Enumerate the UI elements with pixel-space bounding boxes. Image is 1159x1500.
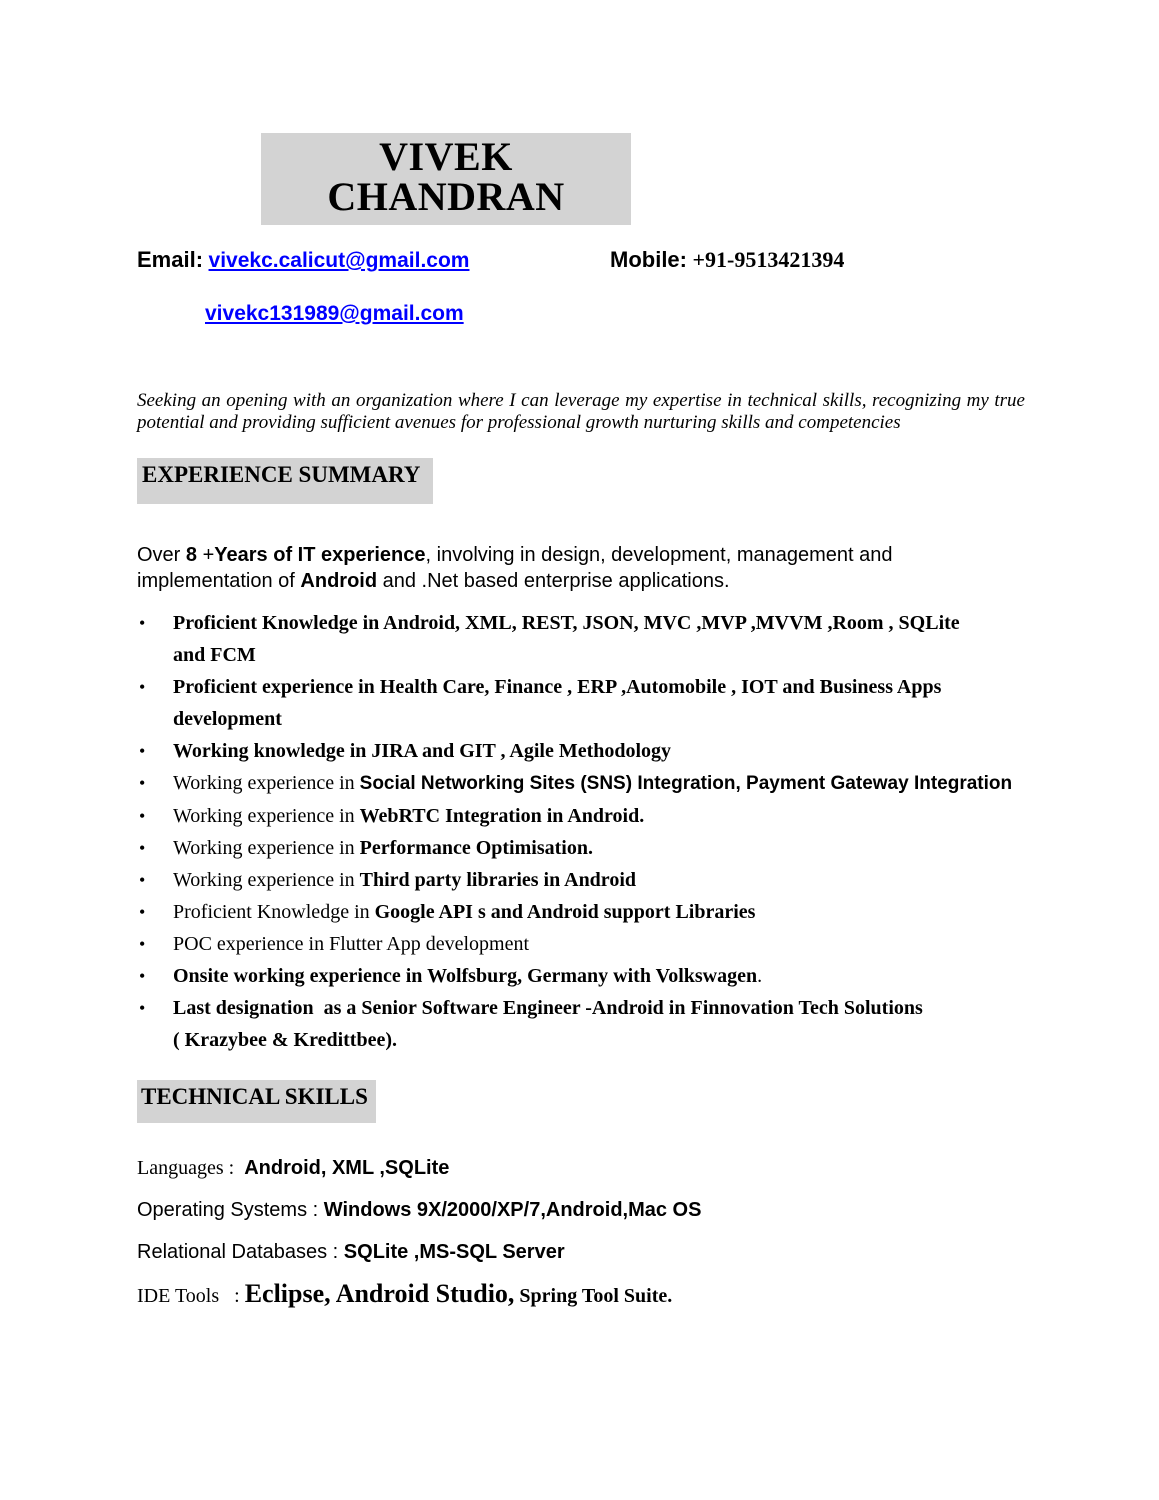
experience-bullet bbox=[137, 896, 1032, 928]
skill-row bbox=[137, 1281, 1159, 1309]
experience-bullets bbox=[137, 607, 1032, 1056]
experience-bullet bbox=[137, 864, 1032, 896]
text-segment: Android, XML ,SQLite bbox=[244, 1157, 450, 1180]
technical-skills-heading bbox=[137, 1080, 376, 1124]
mobile-group bbox=[610, 247, 844, 273]
skill-label: Languages : bbox=[137, 1157, 245, 1180]
text-segment: Proficient Knowledge in bbox=[173, 900, 375, 923]
experience-bullet bbox=[137, 992, 1032, 1056]
text-segment: SQLite ,MS-SQL Server bbox=[343, 1241, 565, 1264]
skill-label: IDE Tools : bbox=[137, 1285, 245, 1308]
text-segment: Years of IT experience bbox=[214, 543, 426, 566]
experience-bullet bbox=[137, 800, 1032, 832]
text-segment: and .Net based enterprise applications. bbox=[377, 569, 730, 592]
email-secondary-link[interactable]: vivekc131989@gmail.com bbox=[205, 302, 464, 325]
text-segment: Windows 9X/2000/XP/7,Android,Mac OS bbox=[323, 1199, 702, 1222]
contact-row-secondary bbox=[205, 302, 1159, 330]
text-segment: Over bbox=[137, 543, 186, 566]
experience-intro bbox=[137, 542, 1025, 594]
text-segment: Proficient Knowledge in Android, XML, REST, JSON, MVC ,MVP ,MVVM ,Room , SQLite bbox=[173, 611, 960, 634]
email-label: Email: bbox=[137, 247, 204, 272]
skill-row bbox=[137, 1155, 1159, 1181]
experience-bullet bbox=[137, 607, 1032, 671]
text-segment: WebRTC Integration in Android. bbox=[359, 804, 645, 827]
text-segment: Working experience in bbox=[173, 868, 360, 891]
text-segment: Proficient experience in Health Care, Finance , ERP ,Automobile , IOT and Business Apps bbox=[173, 675, 942, 698]
text-segment: POC experience in Flutter App development bbox=[173, 932, 530, 955]
text-segment: Third party libraries in Android bbox=[359, 868, 637, 891]
mobile-label: Mobile: bbox=[610, 247, 687, 272]
objective-text: Seeking an opening with an organization where I can leverage my expertise in technical skills, recognizing my true potential and providing sufficient avenues for professional growth nurturing skills and competencies bbox=[137, 390, 1025, 433]
text-segment: Onsite working experience in Wolfsburg, Germany with Volkswagen bbox=[173, 964, 758, 987]
skills-list bbox=[137, 1155, 1159, 1309]
text-segment: Working knowledge in JIRA and GIT , Agile Methodology bbox=[173, 739, 672, 762]
text-segment: Spring Tool Suite. bbox=[514, 1285, 673, 1308]
candidate-name: VIVEK CHANDRAN bbox=[327, 134, 565, 219]
experience-bullet bbox=[137, 832, 1032, 864]
text-segment: implementation of bbox=[137, 569, 301, 592]
skill-label: Operating Systems : bbox=[137, 1199, 324, 1222]
email-primary-link[interactable]: vivekc.calicut@gmail.com bbox=[208, 249, 470, 272]
experience-bullet bbox=[137, 928, 1032, 960]
text-segment: , involving in design, development, management and bbox=[425, 543, 893, 566]
text-segment: Eclipse, Android Studio, bbox=[244, 1279, 515, 1309]
text-segment: Working experience in bbox=[173, 771, 360, 794]
text-segment: 8 bbox=[185, 543, 198, 566]
text-segment: . bbox=[757, 964, 763, 987]
text-segment: Social Networking Sites (SNS) Integration, Payment Gateway Integration bbox=[359, 772, 1013, 794]
text-segment: Last designation as a Senior Software Engineer -Android in Finnovation Tech Solutions bbox=[173, 996, 923, 1019]
section-heading-text: EXPERIENCE SUMMARY bbox=[142, 462, 421, 487]
experience-summary-heading bbox=[137, 458, 433, 504]
text-segment: development bbox=[173, 707, 282, 730]
name-banner bbox=[261, 133, 631, 225]
mobile-value: +91-9513421394 bbox=[692, 247, 845, 272]
text-segment: Performance Optimisation. bbox=[359, 836, 593, 859]
text-segment: Google API s and Android support Libraries bbox=[374, 900, 756, 923]
experience-bullet bbox=[137, 960, 1032, 992]
text-segment: + bbox=[197, 543, 215, 566]
text-segment: Working experience in bbox=[173, 804, 360, 827]
text-segment: and FCM bbox=[173, 643, 256, 666]
text-segment: Working experience in bbox=[173, 836, 360, 859]
skill-row bbox=[137, 1239, 1159, 1265]
section-heading-text: TECHNICAL SKILLS bbox=[141, 1083, 368, 1109]
contact-row bbox=[137, 247, 1159, 275]
experience-bullet bbox=[137, 671, 1032, 735]
skill-row bbox=[137, 1197, 1159, 1223]
text-segment: Android bbox=[300, 569, 378, 592]
text-segment: ( Krazybee & Kredittbee). bbox=[173, 1028, 397, 1051]
skill-label: Relational Databases : bbox=[137, 1241, 344, 1264]
experience-bullet bbox=[137, 767, 1032, 800]
experience-bullet bbox=[137, 735, 1032, 767]
